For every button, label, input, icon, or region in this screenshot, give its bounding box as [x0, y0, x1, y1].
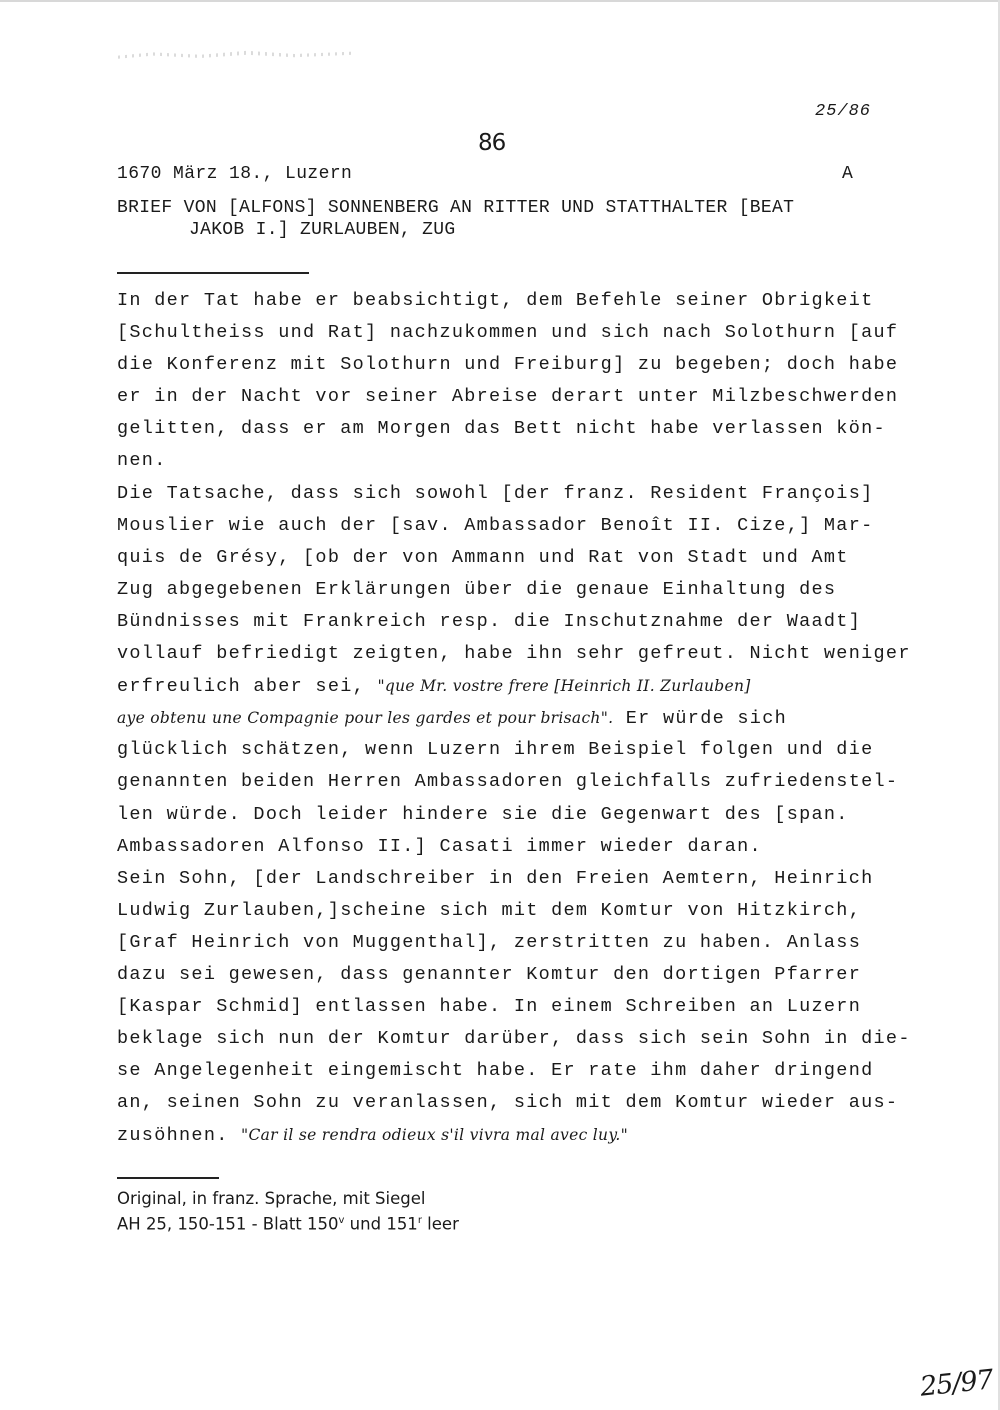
text-line: Ludwig Zurlauben,]scheine sich mit dem Komtur von Hitzkirch,	[117, 899, 862, 921]
text-line: Die Tatsache, dass sich sowohl [der franz. Resident François]	[117, 482, 874, 504]
source-ref-2: und 151	[344, 1214, 418, 1234]
footer-divider	[117, 1177, 219, 1179]
text-line: quis de Grésy, [ob der von Ammann und Rat von Stadt und Amt	[117, 546, 849, 568]
classification-letter: A	[842, 164, 853, 184]
text-line: glücklich schätzen, wenn Luzern ihrem Beispiel folgen und die	[117, 739, 874, 761]
text-line: [Kaspar Schmid] entlassen habe. In einem Schreiben an Luzern	[117, 996, 862, 1018]
title-line-2: JAKOB I.] ZURLAUBEN, ZUG	[189, 220, 456, 240]
text-line: gelitten, dass er am Morgen das Bett nicht habe verlassen kön-	[117, 418, 886, 440]
text-line: Zug abgegebenen Erklärungen über die genaue Einhaltung des	[117, 578, 837, 600]
document-title	[117, 197, 877, 241]
source-note	[117, 1188, 459, 1236]
text-line: In der Tat habe er beabsichtigt, dem Befehle seiner Obrigkeit	[117, 290, 874, 311]
text-line: [Schultheiss und Rat] nachzukommen und sich nach Solothurn [auf	[117, 322, 899, 344]
text-segment: erfreulich aber sei,	[117, 676, 378, 698]
faded-stamp	[118, 46, 353, 62]
text-line: Sein Sohn, [der Landschreiber in den Freien Aemtern, Heinrich	[117, 867, 874, 889]
text-segment: zusöhnen.	[117, 1125, 242, 1147]
text-line: se Angelegenheit eingemischt habe. Er rate ihm daher dringend	[117, 1060, 874, 1082]
text-line: Bündnisses mit Frankreich resp. die Inschutznahme der Waadt]	[117, 610, 862, 632]
source-line-1: Original, in franz. Sprache, mit Siegel	[117, 1189, 426, 1208]
french-quote: aye obtenu une Compagnie pour les gardes et pour brisach".	[117, 709, 614, 728]
text-line: an, seinen Sohn zu veranlassen, sich mit dem Komtur wieder aus-	[117, 1092, 899, 1114]
archive-number: 25/86	[815, 102, 872, 121]
verso-mark: v	[338, 1215, 345, 1226]
text-line	[117, 670, 907, 702]
scan-edge-top	[0, 0, 1000, 2]
text-line: vollauf befriedigt zeigten, habe ihn sehr gefreut. Nicht weniger	[117, 643, 911, 665]
source-ref-3: leer	[421, 1214, 459, 1234]
text-line: [Graf Heinrich von Muggenthal], zerstritten zu haben. Anlass	[117, 931, 862, 953]
page-number: 86	[478, 130, 506, 156]
text-line: beklage sich nun der Komtur darüber, dass sich sein Sohn in die-	[117, 1028, 911, 1050]
source-ref: AH 25, 150-151 - Blatt 150	[117, 1214, 339, 1234]
text-line: dazu sei gewesen, dass genannter Komtur den dortigen Pfarrer	[117, 963, 862, 985]
text-line: die Konferenz mit Solothurn und Freiburg] zu begeben; doch habe	[117, 354, 899, 376]
handwritten-folio-number: 25/97	[918, 1364, 995, 1403]
letter-summary	[117, 285, 911, 1152]
text-line	[117, 1119, 907, 1151]
text-line: len würde. Doch leider hindere sie die Gegenwart des [span.	[117, 803, 849, 825]
french-quote: "que Mr. vostre frere [Heinrich II. Zurlauben]	[377, 677, 751, 696]
recto-mark: r	[417, 1215, 422, 1226]
title-divider	[117, 272, 309, 274]
text-line: genannten beiden Herren Ambassadoren gleichfalls zufriedenstel-	[117, 771, 899, 793]
date-place: 1670 März 18., Luzern	[117, 164, 353, 184]
french-quote: "Car il se rendra odieux s'il vivra mal avec luy."	[241, 1126, 628, 1145]
text-line	[117, 702, 907, 734]
text-line: nen.	[117, 450, 167, 472]
text-segment: Er würde sich	[613, 708, 788, 730]
text-line: er in der Nacht vor seiner Abreise derart unter Milzbeschwerden	[117, 386, 899, 408]
title-line-1: BRIEF VON [ALFONS] SONNENBERG AN RITTER UND STATTHALTER [BEAT	[117, 198, 795, 218]
text-line: Mouslier wie auch der [sav. Ambassador Benoît II. Cize,] Mar-	[117, 514, 874, 536]
text-line: Ambassadoren Alfonso II.] Casati immer wieder daran.	[117, 835, 762, 857]
source-line-2	[117, 1210, 459, 1236]
